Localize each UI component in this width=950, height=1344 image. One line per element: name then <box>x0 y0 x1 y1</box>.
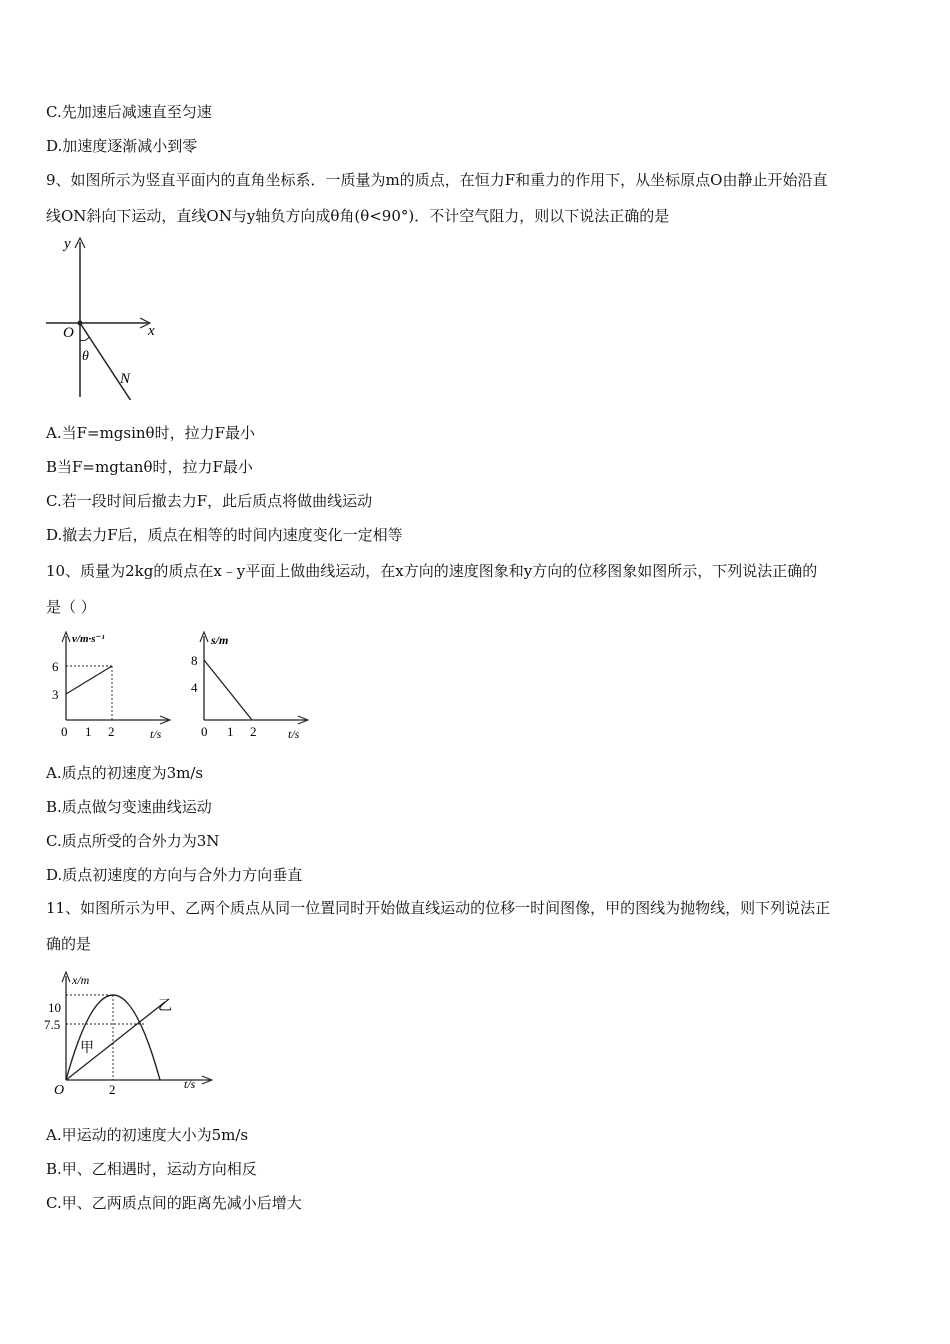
figure-10-velocity-graph <box>46 626 174 744</box>
origin-label: O <box>63 325 74 341</box>
option-c-q10: C.质点所受的合外力为3N <box>46 832 220 850</box>
y-axis-label: v/m·s⁻¹ <box>72 633 105 645</box>
y-axis-label: y <box>64 236 71 252</box>
tick-2: 2 <box>108 724 115 739</box>
n-label: N <box>120 371 131 387</box>
option-c-q8: C.先加速后减速直至匀速 <box>46 103 212 121</box>
question-10-line2: 是（ ） <box>46 598 96 616</box>
tick-2: 2 <box>109 1082 116 1097</box>
tick-0: 0 <box>201 724 208 739</box>
option-d-q9: D.撤去力F后，质点在相等的时间内速度变化一定相等 <box>46 526 403 544</box>
option-a-q10: A.质点的初速度为3m/s <box>46 764 204 782</box>
series-yi-label: 乙 <box>158 999 172 1014</box>
option-d-q8: D.加速度逐渐减小到零 <box>46 137 198 155</box>
x-axis-label: x <box>148 323 155 339</box>
tick-3: 3 <box>52 687 59 702</box>
question-9-line1: 9、如图所示为竖直平面内的直角坐标系．一质量为m的质点，在恒力F和重力的作用下，从坐标原点O由静止开始沿直 <box>46 171 828 189</box>
tick-10: 10 <box>48 1000 61 1015</box>
question-11-line2: 确的是 <box>46 935 92 953</box>
option-b-q11: B.甲、乙相遇时，运动方向相反 <box>46 1160 257 1178</box>
figure-11-position-time-graph <box>38 966 218 1102</box>
series-jia-label: 甲 <box>80 1041 94 1056</box>
x-axis-label: t/s <box>150 727 162 741</box>
question-10-line1: 10、质量为2kg的质点在x﹣y平面上做曲线运动，在x方向的速度图象和y方向的位移图象如图所示，下列说法正确的 <box>46 562 818 580</box>
tick-0: 0 <box>61 724 68 739</box>
question-11-line1: 11、如图所示为甲、乙两个质点从同一位置同时开始做直线运动的位移一时间图像，甲的图线为抛物线，则下列说法正 <box>46 899 831 917</box>
x-axis-label: t/s <box>184 1077 196 1091</box>
origin-label: O <box>54 1083 65 1098</box>
tick-4: 4 <box>191 680 198 695</box>
option-b-q10: B.质点做匀变速曲线运动 <box>46 798 212 816</box>
option-c-q9: C.若一段时间后撤去力F，此后质点将做曲线运动 <box>46 492 373 510</box>
option-c-q11: C.甲、乙两质点间的距离先减小后增大 <box>46 1194 302 1212</box>
option-a-q11: A.甲运动的初速度大小为5m/s <box>46 1126 249 1144</box>
option-b-q9: B当F=mgtanθ时，拉力F最小 <box>46 458 253 476</box>
option-a-q9: A.当F=mgsinθ时，拉力F最小 <box>46 424 255 442</box>
tick-8: 8 <box>191 653 198 668</box>
option-d-q10: D.质点初速度的方向与合外力方向垂直 <box>46 866 303 884</box>
theta-label: θ <box>82 349 89 364</box>
y-axis-label: x/m <box>72 973 90 987</box>
tick-6: 6 <box>52 659 59 674</box>
tick-1: 1 <box>227 724 234 739</box>
tick-7-5: 7.5 <box>44 1017 61 1032</box>
question-9-line2: 线ON斜向下运动，直线ON与y轴负方向成θ角(θ<90°)．不计空气阻力，则以下说法正确的是 <box>46 207 670 225</box>
tick-1: 1 <box>85 724 92 739</box>
x-axis-label: t/s <box>288 727 300 741</box>
figure-9-coordinate-diagram <box>40 232 180 400</box>
figure-10-displacement-graph <box>186 626 314 744</box>
tick-2: 2 <box>250 724 257 739</box>
y-axis-label: s/m <box>211 633 229 647</box>
